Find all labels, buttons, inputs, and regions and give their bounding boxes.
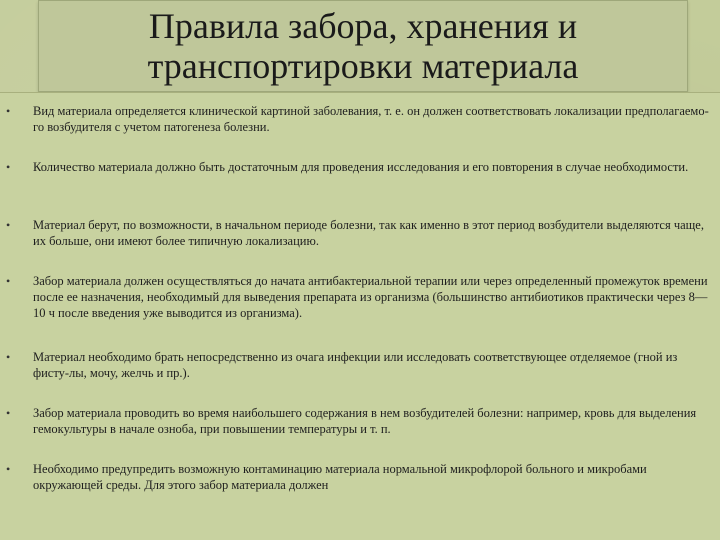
title-box (38, 0, 688, 92)
bullet-icon: • (6, 406, 11, 420)
bullet-icon: • (6, 104, 11, 118)
bullet-icon: • (6, 274, 11, 288)
bullet-text: Необходимо предупредить возможную контаминацию материала нормальной микрофлорой больного и микробами окружающей среды. Для этого забор материала должен (33, 462, 647, 492)
bullet-icon: • (6, 218, 11, 232)
bullet-text: Вид материала определяется клинической картиной заболевания, т. е. он должен соответствовать локализации предполагаемо-го возбудителя с учетом патогенеза болезни. (33, 104, 709, 134)
bullet-icon: • (6, 350, 11, 364)
bullet-text: Материал необходимо брать непосредственно из очага инфекции или исследовать соответствующее отделяемое (гной из фисту-лы, мочу, желчь и пр.). (33, 350, 678, 380)
bullet-text: Количество материала должно быть достаточным для проведения исследования и его повторения в случае необходимости. (33, 160, 689, 174)
bullet-icon: • (6, 462, 11, 476)
bullet-text: Забор материала проводить во время наибольшего содержания в нем возбудителей болезни: например, кровь для выделения гемокультуры в начале озноба, при повышении температуры и т. п. (33, 406, 697, 436)
bullet-icon: • (6, 160, 11, 174)
slide-title: Правила забора, хранения и транспортировки материала (147, 6, 579, 86)
bullet-text: Материал берут, по возможности, в начальном периоде болезни, так как именно в этот период возбудители выделяются чаще, их больше, они имеют более типичную локализацию. (33, 218, 704, 248)
content-area (0, 92, 720, 540)
bullet-text: Забор материала должен осуществляться до начата антибактериальной терапии или через определенный промежуток времени после ее назначения, необходимый для выведения препарата из организма (большинство антибиотиков практически через 8—10 ч после введения уже выводится из организма). (33, 274, 708, 320)
